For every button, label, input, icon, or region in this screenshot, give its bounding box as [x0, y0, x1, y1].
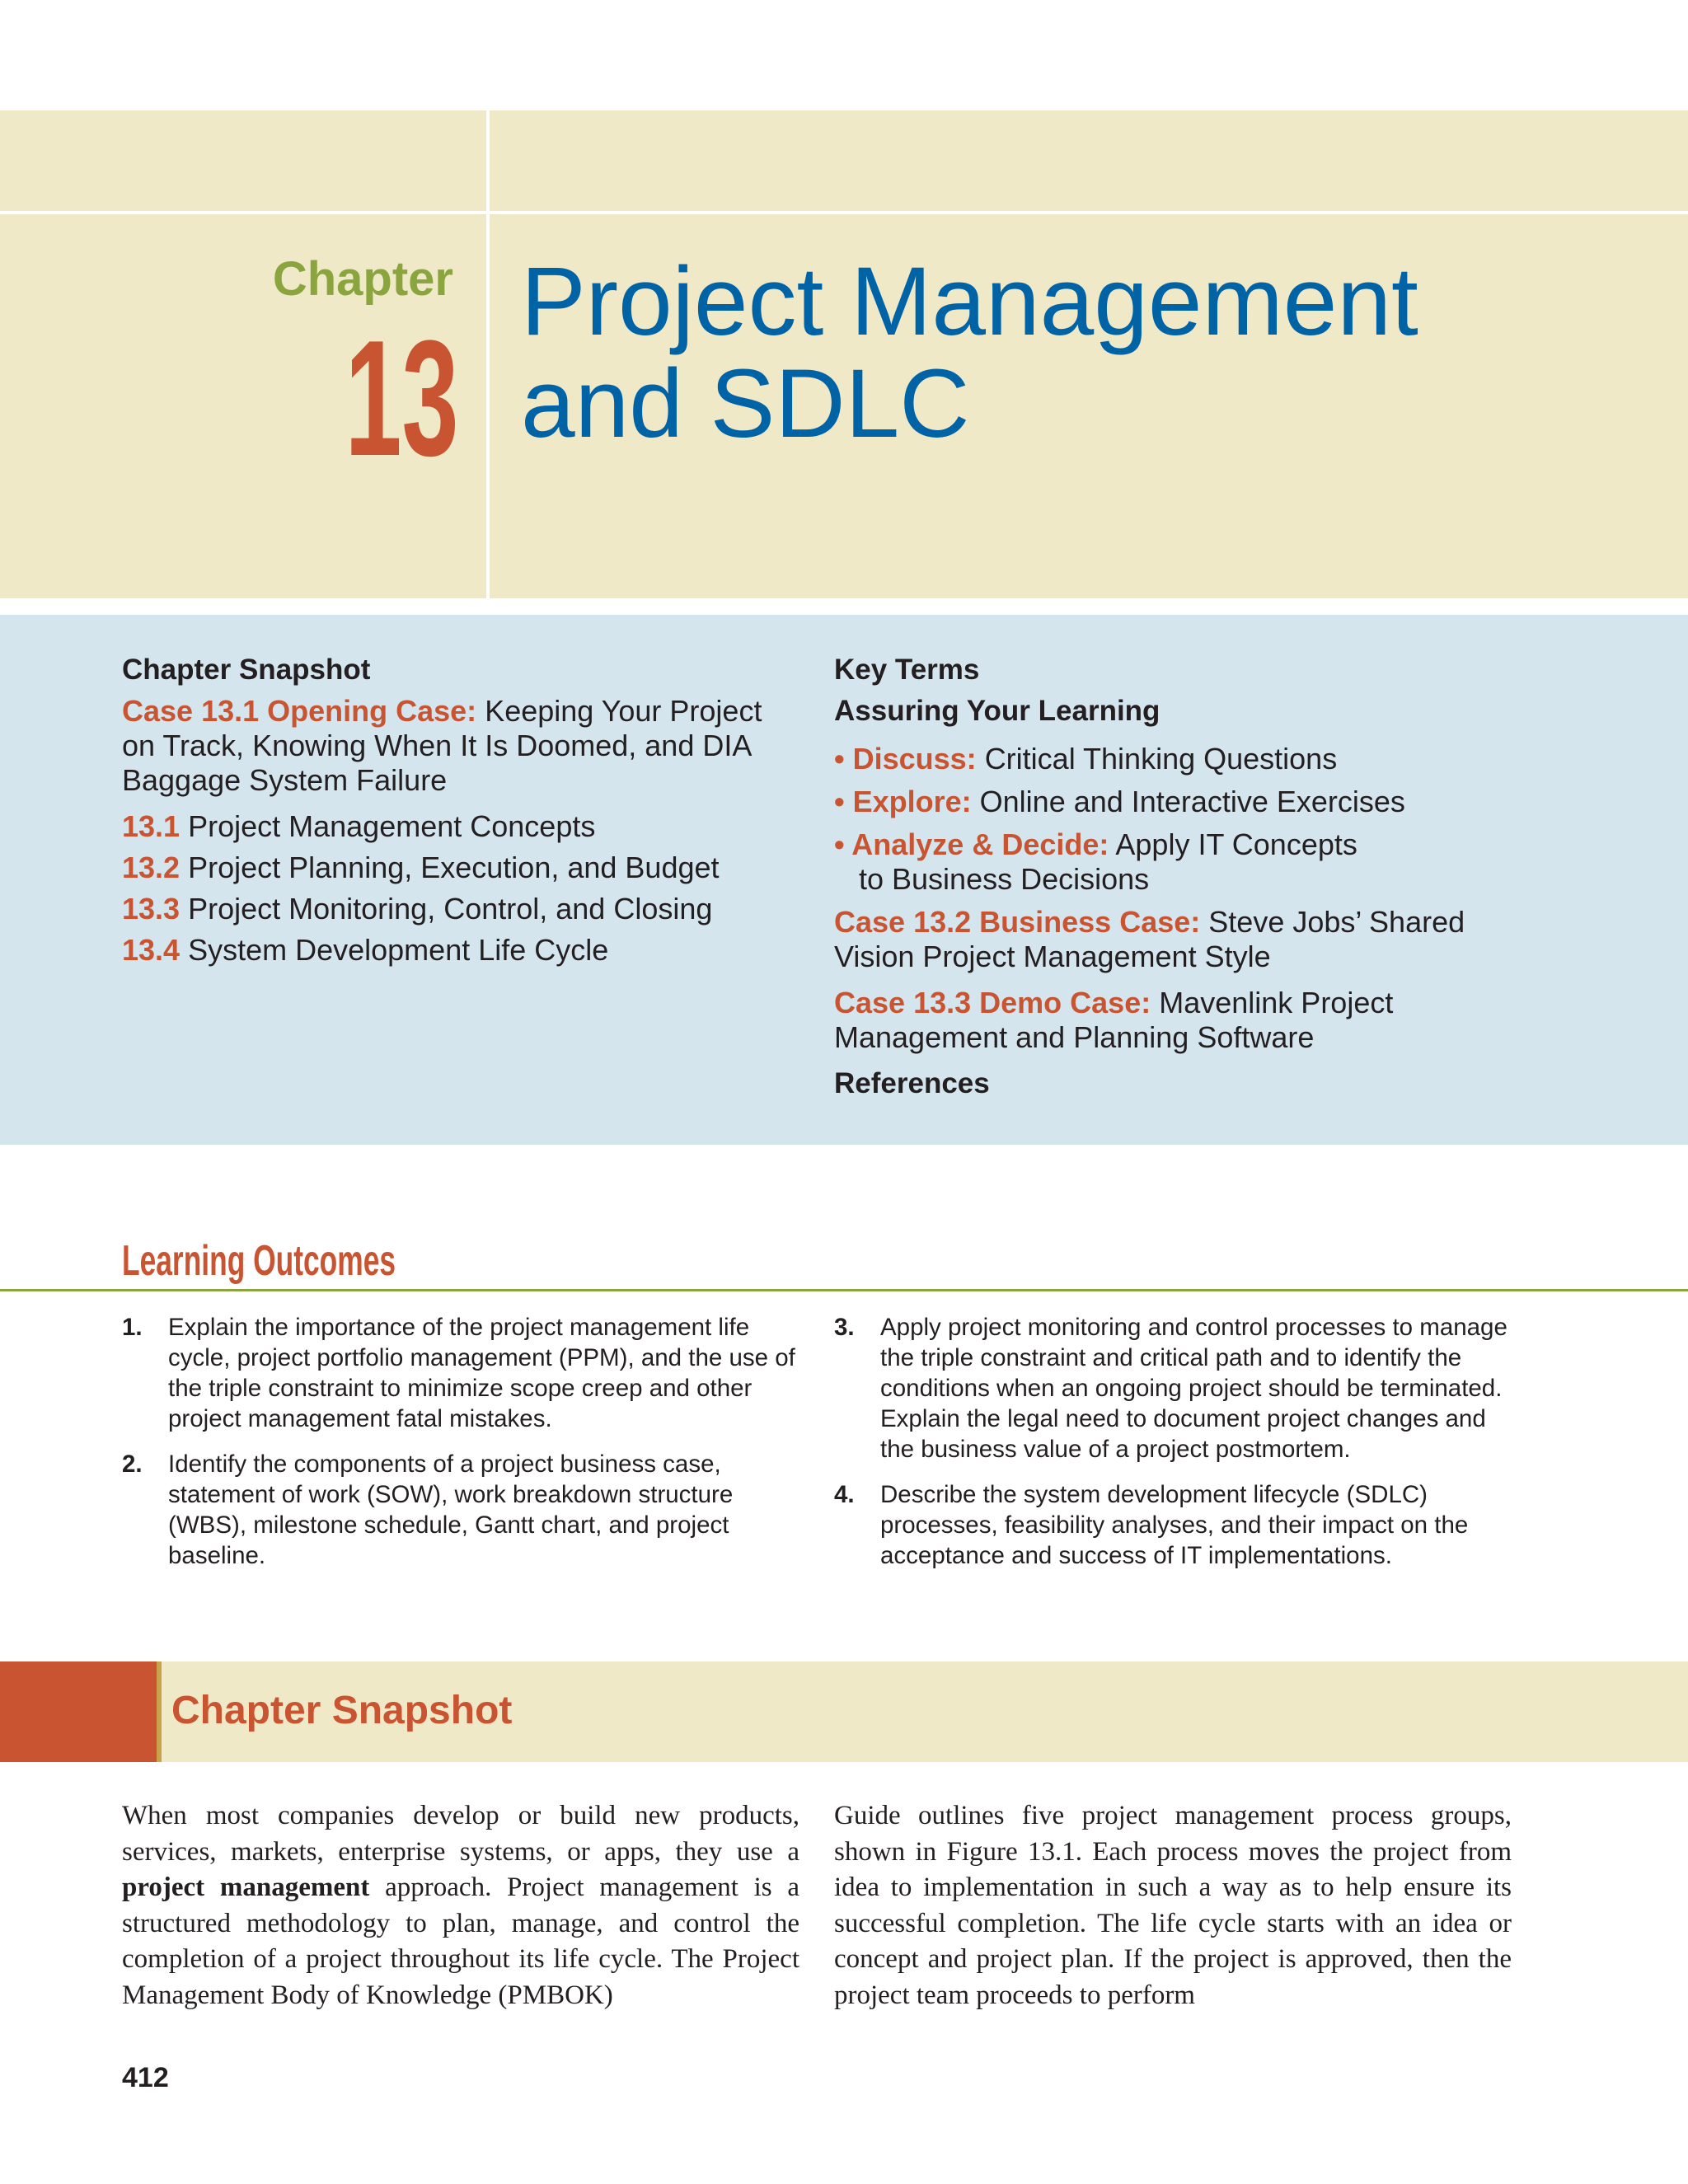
toc-section-item[interactable]: [122, 892, 798, 926]
toc-bullet-discuss[interactable]: [834, 742, 1535, 776]
page-number: 412: [122, 2062, 169, 2093]
toc-assuring-learning[interactable]: Assuring Your Learning: [834, 695, 1160, 727]
toc-section-title: Project Monitoring, Control, and Closing: [188, 892, 713, 926]
toc-references[interactable]: References: [834, 1067, 990, 1099]
bullet-label: • Explore:: [834, 785, 972, 818]
learning-outcomes-left: [122, 1312, 798, 1586]
chapter-number: 13: [345, 307, 458, 490]
toc-section-number: 13.1: [122, 809, 181, 843]
toc-section-title: Project Planning, Execution, and Budget: [188, 851, 720, 884]
toc-section-item[interactable]: [122, 851, 798, 885]
outcome-number: 4.: [834, 1481, 855, 1508]
bullet-text-continued: to Business Decisions: [859, 862, 1150, 896]
toc-section-title: System Development Life Cycle: [188, 933, 609, 967]
toc-section-number: 13.3: [122, 892, 181, 926]
body-text: When most companies develop or build new products, services, markets, enterprise systems, or apps, they use a: [122, 1801, 799, 1867]
toc-case-text: Steve Jobs’ Shared Vision Project Management Style: [834, 905, 1465, 973]
chapter-title-line1: Project Management: [521, 247, 1418, 356]
chapter-contents-band: [0, 615, 1688, 1145]
outcome-text: Describe the system development lifecycle (SDLC) processes, feasibility analyses, and their impact on the acceptance and success of IT implementations.: [880, 1481, 1469, 1569]
toc-right-column: [834, 653, 1535, 1108]
toc-opening-case-text: Keeping Your Project on Track, Knowing When It Is Doomed, and DIA Baggage System Failure: [122, 694, 762, 797]
outcome-text: Explain the importance of the project management life cycle, project portfolio management (PPM), and the use of the triple constraint to minimize scope creep and other project management fatal mistakes.: [168, 1314, 795, 1432]
toc-opening-case[interactable]: [122, 694, 798, 798]
body-text: Guide outlines five project management process groups, shown in Figure 13.1. Each process moves the project from idea to implementation in such a way as to help ensure its successful completion. The life cycle starts with an idea or concept and project plan. If the project is approved, then the project team proceeds to perform: [834, 1801, 1512, 2010]
header-divider-vertical: [486, 110, 490, 598]
body-column-left: [122, 1798, 799, 2013]
outcome-number: 2.: [122, 1451, 143, 1478]
bullet-text: Online and Interactive Exercises: [979, 785, 1405, 818]
toc-bullet-explore[interactable]: [834, 785, 1535, 819]
chapter-label: Chapter: [272, 252, 453, 306]
outcome-text: Identify the components of a project business case, statement of work (SOW), work breakdown structure (WBS), milestone schedule, Gantt chart, and project baseline.: [168, 1451, 734, 1569]
body-text: approach. Project management is a structured methodology to plan, manage, and control the completion of a project throughout its life cycle. The Project Management Body of Knowledge (PMBOK): [122, 1872, 800, 2010]
toc-case-label: Case 13.3 Demo Case:: [834, 986, 1151, 1019]
toc-key-terms[interactable]: Key Terms: [834, 654, 980, 686]
body-column-right: [834, 1798, 1512, 2013]
learning-outcomes-title: Learning Outcomes: [122, 1237, 396, 1285]
learning-outcomes-right: [834, 1312, 1510, 1586]
section-heading-accent-edge: [157, 1661, 162, 1762]
toc-opening-case-label: Case 13.1 Opening Case:: [122, 694, 477, 728]
body-key-term: project management: [122, 1872, 370, 1902]
toc-heading-snapshot[interactable]: Chapter Snapshot: [122, 654, 371, 686]
toc-left-column: [122, 653, 798, 974]
learning-outcome-item: [834, 1312, 1510, 1465]
bullet-label: • Analyze & Decide:: [834, 827, 1109, 861]
toc-section-item[interactable]: [122, 933, 798, 968]
toc-case-label: Case 13.2 Business Case:: [834, 905, 1201, 939]
toc-bullet-analyze[interactable]: [834, 827, 1535, 897]
bullet-text: Critical Thinking Questions: [984, 742, 1338, 776]
outcome-number: 3.: [834, 1314, 855, 1341]
header-divider-horizontal: [0, 211, 1688, 214]
outcome-text: Apply project monitoring and control processes to manage the triple constraint and critical path and to identify the conditions when an ongoing project should be terminated. Explain the legal need to document project changes and the business value of a project postmortem.: [880, 1314, 1507, 1463]
chapter-title-line2: and SDLC: [521, 349, 970, 458]
toc-case-demo[interactable]: [834, 986, 1535, 1055]
learning-outcome-item: [122, 1312, 798, 1434]
toc-section-title: Project Management Concepts: [188, 809, 596, 843]
chapter-title: [521, 247, 1658, 458]
bullet-label: • Discuss:: [834, 742, 977, 776]
toc-section-item[interactable]: [122, 809, 798, 844]
learning-outcome-item: [834, 1479, 1510, 1571]
toc-case-text: Mavenlink Project Management and Planning Software: [834, 986, 1394, 1054]
learning-outcome-item: [122, 1449, 798, 1571]
learning-outcomes-rule: [0, 1289, 1688, 1291]
section-heading-accent: [0, 1661, 157, 1762]
toc-section-number: 13.2: [122, 851, 181, 884]
section-heading-title: Chapter Snapshot: [171, 1689, 513, 1732]
bullet-text: Apply IT Concepts: [1115, 827, 1357, 861]
toc-section-number: 13.4: [122, 933, 181, 967]
outcome-number: 1.: [122, 1314, 143, 1341]
toc-case-business[interactable]: [834, 905, 1535, 974]
